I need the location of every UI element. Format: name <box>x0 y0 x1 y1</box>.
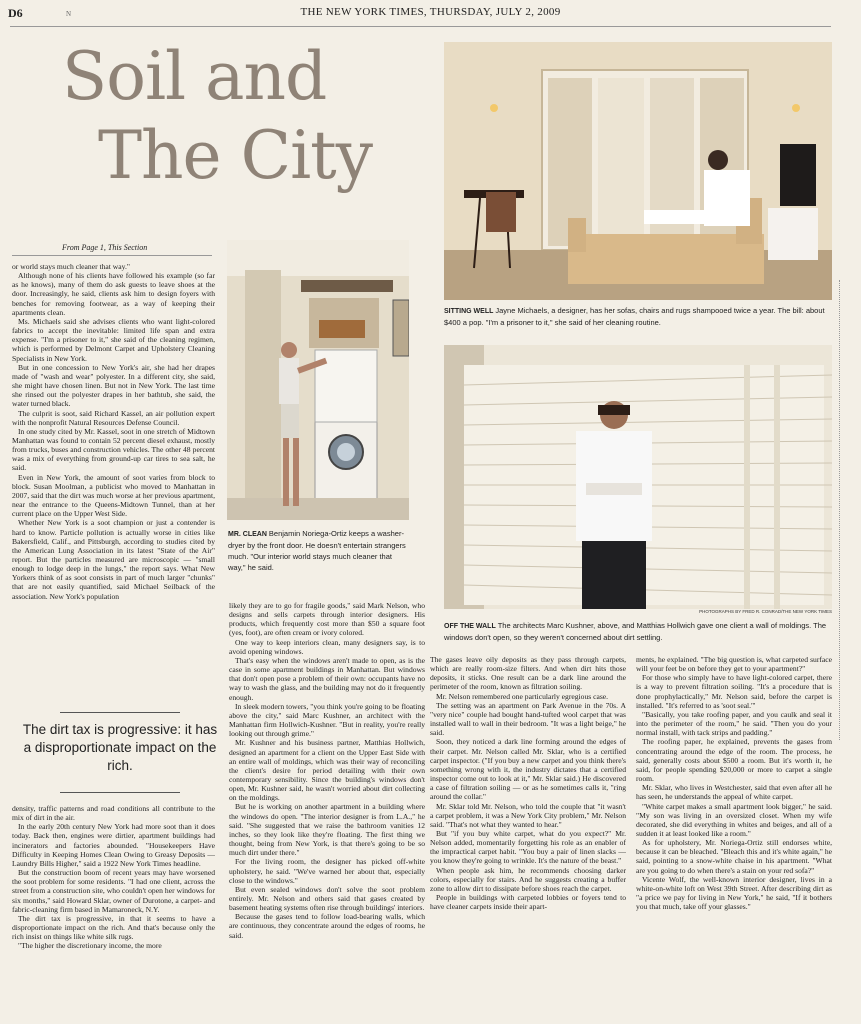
paragraph: Mr. Nelson remembered one particularly egregious case. <box>436 691 609 701</box>
paragraph: Whether New York is a soot champion or just a contender is hard to know. Particle pollution is actually worse in cities like Bakersfield, Calif., and Pittsburgh, according to studies cited by the American Lung Association in its latest "State of the Air" report. But the particles measured are microscopic — "small enough to lodge deep in the lungs," the report says. What New Yorkers think of as soot consists in part of much larger "chunks" that are not easily quantified, said Michael Seilback of the association. New York's population <box>12 518 215 601</box>
washer-dryer-photo <box>227 240 409 520</box>
column-1-top <box>12 262 215 674</box>
wall-caption <box>444 620 836 643</box>
paragraph: Although none of his clients have followed his example (so far as he knows), many of them do ask guests to leave shoes at the door. Increasingly, he said, clients ask him to design foyers with benches for removing footwear, as a way of keeping their apartments clean. <box>12 271 215 317</box>
paragraph: For those who simply have to have light-colored carpet, there is a way to prevent filtration soiling. "It's a procedure that is done prophylactically," Mr. Nelson said, before the carpet is installed. "It's referred to as 'soot seal.'" <box>636 673 832 710</box>
moldings-wall-illustration <box>444 345 832 609</box>
paragraph: In one study cited by Mr. Kassel, soot in one stretch of Midtown Manhattan was found to contain 52 percent diesel exhaust, mostly from trucks, buses and construction vehicles. The other 48 percent was a mix of everything from ground-up car tires to sea salt, he said. <box>12 426 215 473</box>
paragraph: The setting was an apartment on Park Avenue in the 70s. A "very nice" couple had bought hand-tufted wool carpet that was installed wall to wall in their bedroom. "It was a light beige," he said. <box>430 700 626 738</box>
photo-credit: PHOTOGRAPHS BY FRED R. CONRAD/THE NEW YORK TIMES <box>699 609 832 614</box>
paragraph: Because the gases tend to follow load-bearing walls, which are continuous, they concentrate around the edges of rooms, he said. <box>229 912 425 940</box>
caption-text: Jayne Michaels, a designer, has her sofas, chairs and rugs shampooed twice a year. The bill: about $400 a pop. "I'm a prisoner to it," she said of her cleaning routine. <box>444 306 825 327</box>
caption-label: OFF THE WALL <box>444 623 496 630</box>
paragraph: The dirt tax is progressive, in that it seems to have a disproportionate impact on the rich. And that's because only the rich insist on things like white silk rugs. <box>12 913 215 942</box>
caption-text: The architects Marc Kushner, above, and Matthias Hollwich gave one client a wall of moldings. The windows don't open, so they weren't concerned about dirt settling. <box>444 621 827 642</box>
masthead: THE NEW YORK TIMES, THURSDAY, JULY 2, 2009 <box>300 6 561 18</box>
paragraph: or world stays much cleaner that way." <box>12 262 130 271</box>
paragraph: But in one concession to New York's air, she had her drapes made of "wash and wear" polyester. In a different city, she said, she might have chosen linen. But not in New York. The last time she rinsed out the polyester drapes in her bathtub, she said, the water turned black. <box>12 362 215 409</box>
paragraph: ments, he explained. "The big question is, what carpeted surface will your feet be on before they get to your apartment?" <box>636 655 832 674</box>
caption-label: MR. CLEAN <box>228 531 267 538</box>
page-number: D6 <box>8 6 23 20</box>
jump-line: From Page 1, This Section <box>62 243 148 252</box>
paragraph: As for upholstery, Mr. Noriega-Ortiz still endorses white, because it can be bleached. "Bleach this and it's white again," he said, pointing to a snow-white chaise in his apartment. "What are you going to do when there's a stain on your red sofa?" <box>636 838 832 875</box>
paragraph: Mr. Kushner and his business partner, Matthias Hollwich, designed an apartment for a client on the Upper East Side with an entire wall of moldings, which was their way of reconciling the client's desire for period detailing with their own contemporary sensibility. Since the building's windows don't open, Mr. Kushner said, he wasn't worried about dirt collecting on the moldings. <box>229 738 425 803</box>
header-rule <box>10 26 831 27</box>
paragraph: Soon, they noticed a dark line forming around the edges of their carpet. Mr. Nelson called Mr. Sklar, who is a certified carpet inspector. ("If you buy a new carpet and you think there's something wrong with it, the industry dictates that a certified inspector come out to look at it," Mr. Sklar said.) He discovered a case of filtration soiling — or as he sometimes calls it, "ring around the collar." <box>430 737 626 802</box>
page-letter: N <box>66 10 72 18</box>
washer-dryer-illustration <box>227 240 409 520</box>
column-1-bottom <box>12 804 215 1019</box>
pull-quote-rule-bottom <box>60 792 180 793</box>
paragraph: But even sealed windows don't solve the soot problem entirely. Mr. Nelson and others said that gases created by basement heating systems often rise through buildings' interiors. <box>229 884 425 913</box>
paragraph: In the early 20th century New York had more soot than it does today. Back then, engines were dirtier, apartment buildings had incinerators and factories abounded. "Housekeepers Have Difficulty in Keeping Homes Clean Owing to Greasy Deposits — Laundry Bills Higher," said a 1922 New York Times headline. <box>12 822 215 868</box>
paragraph: The culprit is soot, said Richard Kassel, an air pollution expert with the nonprofit Natural Resources Defense Council. <box>12 408 215 427</box>
paragraph: "Basically, you take roofing paper, and you caulk and seal it into the perimeter of the room," he said. "Then you do your normal install, with tack strips and padding." <box>636 709 832 738</box>
pull-quote-rule-top <box>60 712 180 713</box>
column-2 <box>229 601 425 1019</box>
sitting-caption <box>444 305 836 328</box>
headline-line-2: The City <box>98 117 372 194</box>
paragraph: Mr. Sklar, who lives in Westchester, said that even after all he has seen, he understands the appeal of white carpet. <box>636 783 832 802</box>
jump-rule <box>12 255 212 256</box>
paragraph: "White carpet makes a small apartment look bigger," he said. "My son was living in an oversized closet. When my wife decorated, she did everything in whites and beiges, and all of a sudden it at least looked like a room." <box>636 801 832 838</box>
moldings-wall-photo <box>444 345 832 609</box>
paragraph: likely they are to go for fragile goods," said Mark Nelson, who designs and sells carpets through interior designers. His products, which frequently cost more than $50 a square foot (yes, foot), are often cream or ivory colored. <box>229 601 425 638</box>
paragraph: Vicente Wolf, the well-known interior designer, lives in a white-on-white loft on West 39th Street. After describing dirt as "a price we pay for living in New York," he said, "If it bothers you that much, take off your glasses." <box>636 874 832 912</box>
pull-quote: The dirt tax is progressive: it has a disproportionate impact on the rich. <box>22 722 218 773</box>
margin-dots <box>839 280 842 740</box>
paragraph: When people ask him, he recommends choosing darker colors, especially for stairs. And he suggests creating a buffer zone to allow dirt to dissipate before shoes reach the carpet. <box>430 865 626 893</box>
paragraph: That's easy when the windows aren't made to open, as is the case in some apartment buildings in Manhattan. But windows that don't open pose a problem of their own: occupants have no way to wash the glass, and the building may not do it frequently enough. <box>229 655 425 702</box>
sitting-room-photo <box>444 42 832 300</box>
paragraph: The roofing paper, he explained, prevents the gases from concentrating around the edge of the room. The process, he said, generally costs about $500 a room. But it's worth it, he said, for people spending $20,000 or more to carpet a single room. <box>636 737 832 784</box>
headline-line-1: Soil and <box>62 38 327 115</box>
caption-label: SITTING WELL <box>444 308 494 315</box>
paragraph: Even in New York, the amount of soot varies from block to block. Susan Moolman, a publicist who moved to Manhattan in 2007, said that the dirt was much worse at her previous apartment, near the entrance to the Queens-Midtown Tunnel, than at her current place on the Upper West Side. <box>12 472 215 519</box>
paragraph: One way to keep interiors clean, many designers say, is to avoid opening windows. <box>229 637 425 656</box>
caption-text: Benjamin Noriega-Ortiz keeps a washer-dryer by the front door. He doesn't entertain strangers much. "Our interior world stays much cleaner that way," he said. <box>228 529 406 572</box>
column-3 <box>430 655 626 1019</box>
sitting-room-illustration <box>444 42 832 300</box>
paragraph: density, traffic patterns and road conditions all contribute to the mix of dirt in the air. <box>12 804 215 823</box>
paragraph: The gases leave oily deposits as they pass through carpets, which are really room-size filters. And when dirt hits those deposits, it sticks. One result can be a dark line around the perimeter of the room, known as filtration soiling. <box>430 655 626 692</box>
paragraph: But "if you buy white carpet, what do you expect?" Mr. Nelson added, momentarily forgetting his role as an enabler of the impractical carpet habit. "You buy a pair of linen slacks — you know they're going to wrinkle. It's the nature of the beast." <box>430 828 626 866</box>
paragraph: Ms. Michaels said she advises clients who want light-colored fabrics to accept the inevitable: limited life span and extra expense. "I'm a prisoner to it," she said of the cleaning regimen, which is performed by Delmont Carpet and Upholstery Cleaning Specialists in New York. <box>12 316 215 363</box>
paragraph: For the living room, the designer has picked off-white upholstery, he said. "We've warned her about that, especially close to the windows." <box>229 857 425 885</box>
paragraph: But the construction boom of recent years may have worsened the soot problem for some residents. "I had one client, across the street from a construction site, who couldn't open her windows for six months," said Howard Sklar, owner of Durotone, a carpet- and fabric-cleaning firm based in Mamaroneck, N.Y. <box>12 868 215 914</box>
paragraph: "The higher the discretionary income, the more <box>18 941 162 951</box>
washer-caption <box>228 528 410 573</box>
paragraph: People in buildings with carpeted lobbies or foyers tend to have cleaner carpets inside their apart- <box>430 893 626 912</box>
paragraph: In sleek modern towers, "you think you're going to be floating above the city," said Marc Kushner, an architect with the Manhattan firm Hollwich-Kushner. "But in reality, you're really looking out through grime." <box>229 701 425 739</box>
paragraph: But he is working on another apartment in a building where the windows do open. "The interior designer is from L.A.," he said. "She suggested that we raise the bathroom vanities 12 inches, so they look like they're floating. The first thing we thought, being from New York, is that there's going to be so much dirt under there." <box>229 802 425 858</box>
paragraph: Mr. Sklar told Mr. Nelson, who told the couple that "it wasn't a carpet problem, it was a New York City problem," Mr. Nelson said. "That's not what they wanted to hear." <box>430 801 626 829</box>
column-4 <box>636 655 832 1019</box>
